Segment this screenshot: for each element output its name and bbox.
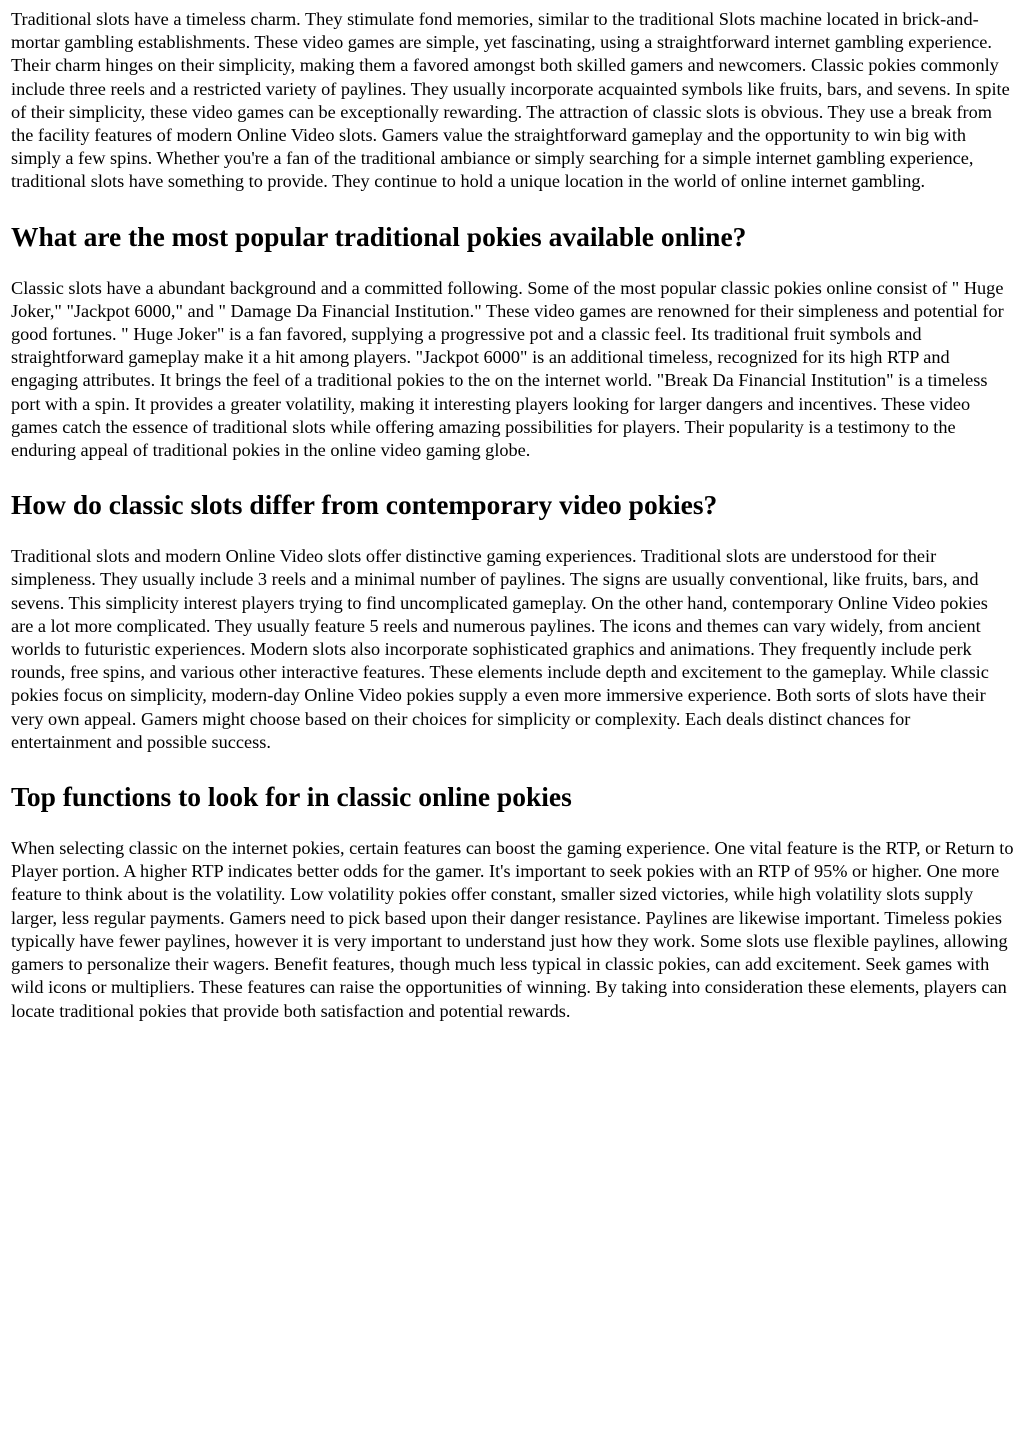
section-heading-popular-pokies: What are the most popular traditional pokies available online?	[11, 220, 747, 252]
section-heading-classic-vs-modern: How do classic slots differ from contemporary video pokies?	[11, 489, 718, 521]
section-paragraph-classic-vs-modern: Traditional slots and modern Online Video slots offer distinctive gaming experiences. Traditional slots are understood for their simpleness. They usually include 3 reels and a minimal number of paylines. The signs are usually conventional, like fruits, bars, and sevens. This simplicity interest players trying to find uncomplicated gameplay. On the other hand, contemporary Online Video pokies are a lot more complicated. They usually feature 5 reels and numerous paylines. The icons and themes can vary widely, from ancient worlds to futuristic experiences. Modern slots also incorporate sophisticated graphics and animations. They frequently include perk rounds, free spins, and various other interactive features. These elements include depth and excitement to the gameplay. While classic pokies focus on simplicity, modern-day Online Video pokies supply a even more immersive experience. Both sorts of slots have their very own appeal. Gamers might choose based on their choices for simplicity or complexity. Each deals distinct chances for entertainment and possible success.	[11, 546, 989, 752]
section-heading-top-functions: Top functions to look for in classic online pokies	[11, 781, 572, 813]
section-paragraph-top-functions: When selecting classic on the internet pokies, certain features can boost the gaming experience. One vital feature is the RTP, or Return to Player portion. A higher RTP indicates better odds for the gamer. It's important to seek pokies with an RTP of 95% or higher. One more feature to think about is the volatility. Low volatility pokies offer constant, smaller sized victories, while high volatility slots supply larger, less regular payments. Gamers need to pick based upon their danger resistance. Paylines are likewise important. Timeless pokies typically have fewer paylines, however it is very important to understand just how they work. Some slots use flexible paylines, allowing gamers to personalize their wagers. Benefit features, though much less typical in classic pokies, can add excitement. Seek games with wild icons or multipliers. These features can raise the opportunities of winning. By taking into consideration these elements, players can locate traditional pokies that provide both satisfaction and potential rewards.	[11, 838, 1014, 1021]
intro-paragraph: Traditional slots have a timeless charm. They stimulate fond memories, similar to the traditional Slots machine located in brick-and-mortar gambling establishments. These video games are simple, yet fascinating, using a straightforward internet gambling experience. Their charm hinges on their simplicity, making them a favored amongst both skilled gamers and newcomers. Classic pokies commonly include three reels and a restricted variety of paylines. They usually incorporate acquainted symbols like fruits, bars, and sevens. In spite of their simplicity, these video games can be exceptionally rewarding. The attraction of classic slots is obvious. They use a break from the facility features of modern Online Video slots. Gamers value the straightforward gameplay and the opportunity to win big with simply a few spins. Whether you're a fan of the traditional ambiance or simply searching for a simple internet gambling experience, traditional slots have something to provide. They continue to hold a unique location in the world of online internet gambling.	[11, 9, 1010, 192]
section-paragraph-popular-pokies: Classic slots have a abundant background and a committed following. Some of the most popular classic pokies online consist of " Huge Joker," "Jackpot 6000," and " Damage Da Financial Institution." These video games are renowned for their simpleness and potential for good fortunes. " Huge Joker" is a fan favored, supplying a progressive pot and a classic feel. Its traditional fruit symbols and straightforward gameplay make it a hit among players. "Jackpot 6000" is an additional timeless, recognized for its high RTP and engaging attributes. It brings the feel of a traditional pokies to the on the internet world. "Break Da Financial Institution" is a timeless port with a spin. It provides a greater volatility, making it interesting players looking for larger dangers and incentives. These video games catch the essence of traditional slots while offering amazing possibilities for players. Their popularity is a testimony to the enduring appeal of traditional pokies in the online video gaming globe.	[11, 277, 1004, 461]
